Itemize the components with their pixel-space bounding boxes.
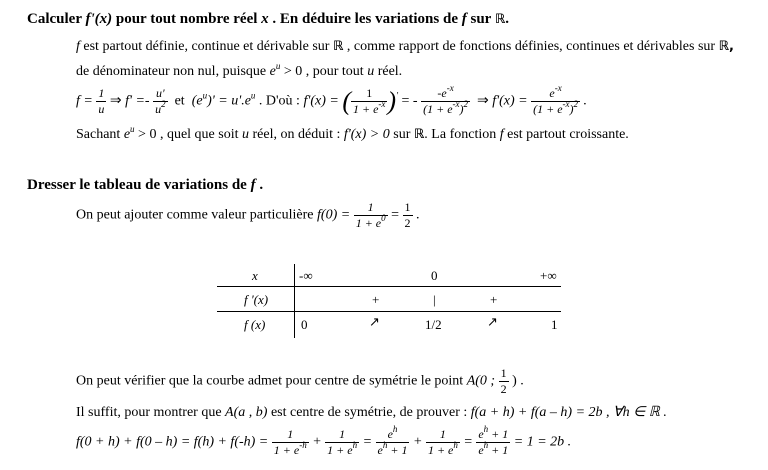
table-header-pinf: +∞ [540,268,557,283]
table-row1-bar: | [433,292,436,307]
table-row1-plus1: + [372,292,380,307]
table-row2-arrow1: ↗ [369,315,380,330]
table-line-2 [217,311,561,312]
section1-title: Calculer f'(x) pour tout nombre réel x . En déduire les variations de f sur ℝ. [27,11,509,27]
table-header-zero: 0 [431,268,438,283]
table-header-minf: -∞ [299,268,313,283]
table-row2-v0: 0 [301,317,308,332]
section1-line2: de dénominateur non nul, puisque $e^u > 0$ , pour tout u réel. [76,61,403,79]
section2-line1: On peut ajouter comme valeur particulière f(0) = $\frac{1}{1 + e^0}$ = $\frac{1}{2}$ . [76,200,420,230]
table-row1-label: f '(x) [244,292,269,307]
section3-line3: f(0 + h) + f(0 – h) = f(h) + f(-h) = $\frac{1}{1 + e^{-h}}$ + $\frac{1}{1 + e^h}$ = $\frac{e^h}{e^h + 1}$ + $\frac{1}{1 + e^h}$ = $\frac{e^h + 1}{e^h + 1}$ = 1 = 2b . [76,424,572,457]
section1-line1: f est partout définie, continue et dérivable sur ℝ , comme rapport de fonctions définies, continues et dérivables sur ℝ, [76,39,734,54]
table-row1-plus2: + [490,292,498,307]
table-row2-v1: 1/2 [425,317,442,332]
table-vline [294,264,295,338]
table-row2-v2: 1 [551,317,558,332]
section3-line1: On peut vérifier que la courbe admet pour centre de symétrie le point A(0 ; $\frac{1}{2}$ ) . [76,366,524,396]
table-row2-label: f (x) [244,317,266,332]
section2-title: Dresser le tableau de variations de f . [27,177,264,193]
table-row2-arrow2: ↗ [487,315,498,330]
section1-derivative-equation: f = $\frac{1}{u}$ ⇒ f' =- $\frac{u'}{u^2}$ et $(e^u)' = u'.e^u$ . D'où : f'(x) = ( $\frac{1}{1 + e^{-x}}$ )' = - $\frac{-e^{-x}}{(1 + e^{-x})^2}$ ⇒ f'(x) = $\frac{e^{-x}}{(1 + e^{-x})^2}$ . [76,83,588,116]
section3-line2: Il suffit, pour montrer que A(a , b) est centre de symétrie, de prouver : f(a + h) + f(a – h) = 2b , ∀h ∈ ℝ . [76,405,667,420]
table-line-1 [217,286,561,287]
table-header-x: x [252,268,258,283]
section1-line4: Sachant $e^u > 0$ , quel que soit u réel, on déduit : f'(x) > 0 sur ℝ. La fonction f est partout croissante. [76,124,629,142]
